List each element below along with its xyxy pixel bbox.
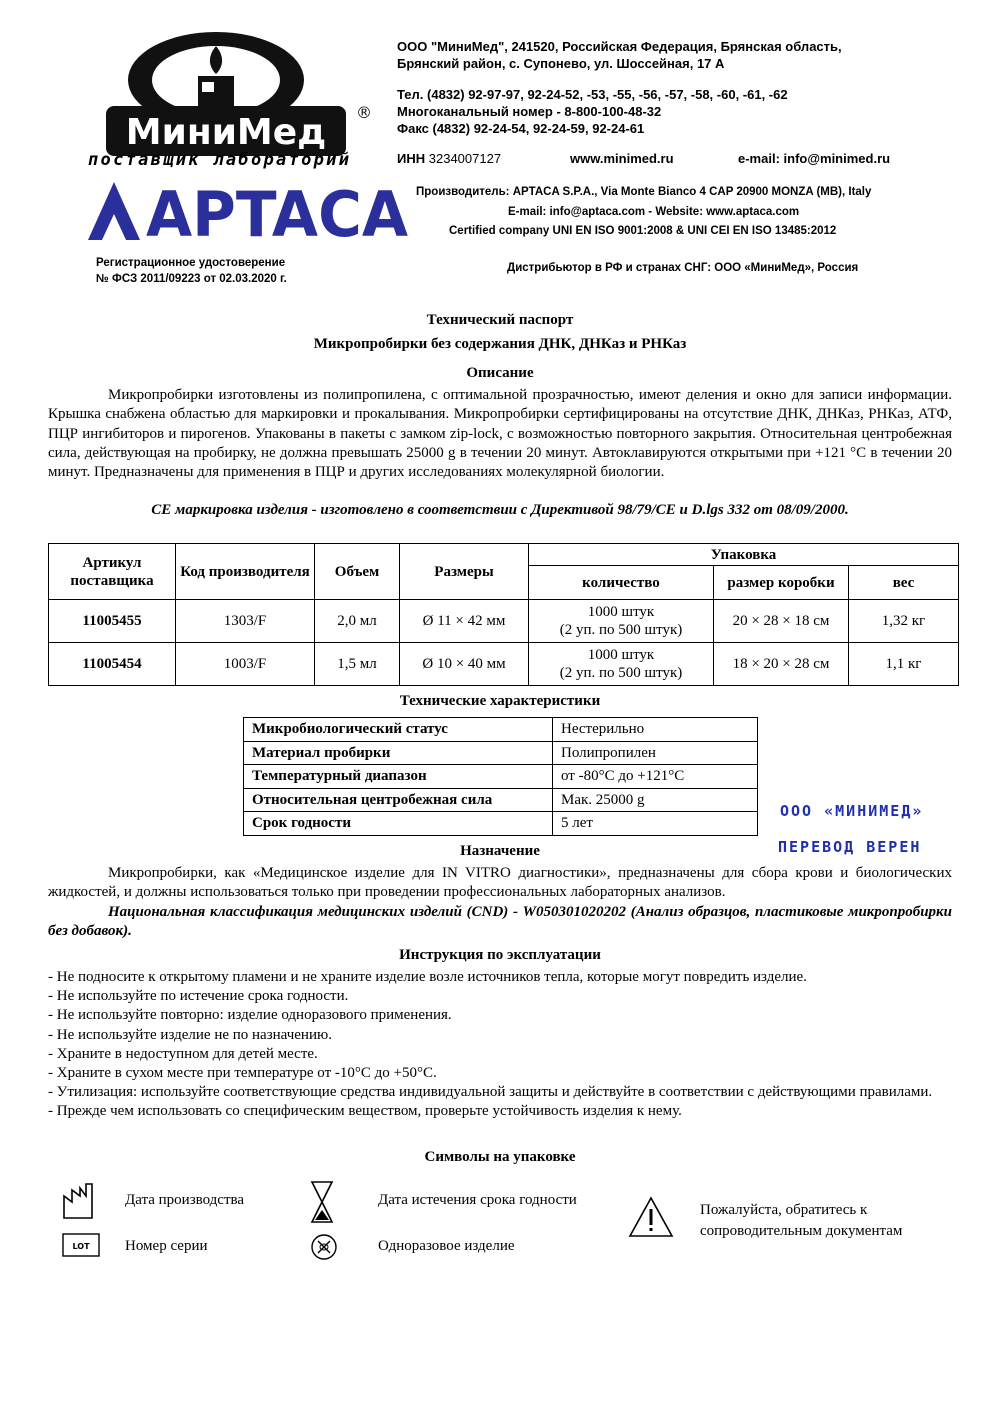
header-box-size: размер коробки bbox=[714, 566, 849, 600]
description-heading: Описание bbox=[466, 365, 534, 381]
tech-value: Полипропилен bbox=[553, 741, 758, 765]
instructions-heading: Инструкция по эксплуатации bbox=[399, 947, 601, 963]
consult-docs-line1: Пожалуйста, обратитесь к bbox=[700, 1202, 868, 1218]
header-quantity: количество bbox=[529, 566, 714, 600]
table-row bbox=[49, 643, 959, 686]
manufacturer-certification: Certified company UNI EN ISO 9001:2008 & UNI CEI EN ISO 13485:2012 bbox=[449, 225, 837, 237]
tech-key: Температурный диапазон bbox=[244, 765, 553, 789]
minimed-tagline: поставщик лабораторий bbox=[88, 150, 352, 170]
company-fax: Факс (4832) 92-24-54, 92-24-59, 92-24-61 bbox=[397, 121, 645, 136]
manufacturer-web: E-mail: info@aptaca.com - Website: www.aptaca.com bbox=[508, 206, 800, 218]
list-item: - Прежде чем использовать со специфическим веществом, проверьте устойчивость изделия к нему. bbox=[48, 1103, 682, 1120]
company-address-line2: Брянский район, с. Супонево, ул. Шоссейная, 17 А bbox=[397, 56, 725, 71]
consult-docs-line2: сопроводительным документам bbox=[700, 1223, 903, 1239]
document-title: Технический паспорт bbox=[426, 312, 574, 328]
cell-article: 11005454 bbox=[49, 643, 176, 686]
tech-value: от -80°С до +121°С bbox=[553, 765, 758, 789]
cell-size: Ø 10 × 40 мм bbox=[400, 643, 529, 686]
company-email: e-mail: info@minimed.ru bbox=[738, 151, 891, 166]
cell-code: 1303/F bbox=[176, 600, 315, 643]
lot-icon bbox=[62, 1233, 100, 1257]
company-hotline: Многоканальный номер - 8-800-100-48-32 bbox=[397, 104, 662, 119]
translation-stamp-certified: ПЕРЕВОД ВЕРЕН bbox=[778, 838, 922, 856]
description-text: Микропробирки изготовлены из полипропилена, с оптимальной прозрачностью, имеют деления и окно для записи информации. Крышка снабжена областью для маркировки и прокалывания. Микропробирки сертифицированы на отсутствие ДНК, ДНКаз, РНКаз, АТФ, ПЦР ингибиторов и пирогенов. Упакованы в пакеты с замком zip-lock, с возможностью повторного закрытия. Относительная центробежная сила, действующая на пробирку, не должна превышать 25000 g в течении 20 минут. Автоклавируются открытыми при +121 °C в течении 20 минут. Предназначены для применения в ПЦР и других исследованиях молекулярной биологии. bbox=[48, 387, 952, 481]
tech-key: Материал пробирки bbox=[244, 741, 553, 765]
registration-line1: Регистрационное удостоверение bbox=[96, 257, 286, 269]
quantity-line2: (2 уп. по 500 штук) bbox=[559, 622, 683, 638]
list-item: - Храните в сухом месте при температуре от -10°С до +50°С. bbox=[48, 1065, 437, 1082]
header-volume: Объем bbox=[315, 544, 400, 600]
table-row bbox=[244, 788, 758, 812]
company-address: ООО "МиниМед", 241520, Российская Федерация, Брянская область, bbox=[397, 39, 842, 54]
cell-box-size: 20 × 28 × 18 см bbox=[714, 600, 849, 643]
table-row bbox=[244, 741, 758, 765]
company-phone: Тел. (4832) 92-97-97, 92-24-52, -53, -55, -56, -57, -58, -60, -61, -62 bbox=[397, 87, 788, 102]
cell-article: 11005455 bbox=[49, 600, 176, 643]
translation-stamp-company: ООО «МИНИМЕД» bbox=[780, 802, 924, 820]
tech-characteristics-table bbox=[243, 717, 758, 836]
cell-volume: 1,5 мл bbox=[315, 643, 400, 686]
symbols-heading: Символы на упаковке bbox=[424, 1149, 576, 1165]
cell-size: Ø 11 × 42 мм bbox=[400, 600, 529, 643]
table-row bbox=[49, 600, 959, 643]
symbol-manufacture-date: Дата производства bbox=[125, 1192, 245, 1208]
header-packaging: Упаковка bbox=[529, 544, 959, 566]
manufacturer-icon bbox=[62, 1182, 100, 1220]
symbol-expiry-date: Дата истечения срока годности bbox=[378, 1192, 577, 1208]
svg-text:®: ® bbox=[356, 103, 372, 122]
company-inn bbox=[397, 151, 501, 166]
specification-table bbox=[48, 543, 959, 686]
document-subtitle: Микропробирки без содержания ДНК, ДНКаз и РНКаз bbox=[313, 336, 687, 352]
cell-code: 1003/F bbox=[176, 643, 315, 686]
symbol-lot-number: Номер серии bbox=[125, 1238, 208, 1254]
symbol-consult-docs bbox=[700, 1200, 902, 1242]
tech-value: 5 лет bbox=[553, 812, 758, 836]
tech-key: Срок годности bbox=[244, 812, 553, 836]
registration-line2: № ФСЗ 2011/09223 от 02.03.2020 г. bbox=[96, 273, 287, 285]
cell-weight: 1,32 кг bbox=[849, 600, 959, 643]
manufacturer-info: Производитель: APTACA S.P.A., Via Monte Bianco 4 CAP 20900 MONZA (MB), Italy bbox=[416, 186, 872, 198]
cell-weight: 1,1 кг bbox=[849, 643, 959, 686]
quantity-line1: 1000 штук bbox=[587, 647, 655, 663]
company-website: www.minimed.ru bbox=[570, 151, 674, 166]
tech-value: Мак. 25000 g bbox=[553, 788, 758, 812]
quantity-line2: (2 уп. по 500 штук) bbox=[559, 665, 683, 681]
header-size: Размеры bbox=[400, 544, 529, 600]
distributor-info: Дистрибьютор в РФ и странах СНГ: ООО «МиниМед», Россия bbox=[507, 262, 859, 274]
table-row bbox=[244, 718, 758, 742]
header-article: Артикул поставщика bbox=[49, 544, 176, 600]
table-row bbox=[244, 765, 758, 789]
cell-box-size: 18 × 20 × 28 см bbox=[714, 643, 849, 686]
instructions-list bbox=[48, 968, 952, 1122]
quantity-line1: 1000 штук bbox=[587, 604, 655, 620]
list-item: - Не подносите к открытому пламени и не храните изделие возле источников тепла, которые могут повредить изделие. bbox=[48, 969, 807, 985]
list-item: - Не используйте изделие не по назначению. bbox=[48, 1026, 332, 1043]
warning-icon bbox=[628, 1196, 674, 1238]
tech-key: Относительная центробежная сила bbox=[244, 788, 553, 812]
svg-text:МиниМед: МиниМед bbox=[125, 112, 327, 153]
table-row bbox=[244, 812, 758, 836]
cnd-classification: Национальная классификация медицинских изделий (CND) - W050301020202 (Анализ образцов, пластиковые микропробирки без добавок). bbox=[48, 904, 952, 940]
aptaca-logo bbox=[84, 178, 414, 244]
list-item: - Утилизация: используйте соответствующие средства индивидуальной защиты и действуйте в соответствии с действующими правилами. bbox=[48, 1084, 933, 1101]
list-item: - Не используйте повторно: изделие одноразового применения. bbox=[48, 1007, 452, 1024]
inn-value: 3234007127 bbox=[428, 151, 502, 166]
list-item: - Храните в недоступном для детей месте. bbox=[48, 1045, 318, 1062]
tech-heading: Технические характеристики bbox=[399, 693, 601, 709]
single-use-icon bbox=[310, 1233, 338, 1261]
ce-marking: CE маркировка изделия - изготовлено в соответствии с Директивой 98/79/CE и D.lgs 332 от 08/09/2000. bbox=[151, 502, 849, 518]
hourglass-icon bbox=[310, 1180, 334, 1224]
header-code: Код производителя bbox=[176, 544, 315, 600]
cell-quantity bbox=[529, 600, 714, 643]
tech-key: Микробиологический статус bbox=[244, 718, 553, 742]
header-weight: вес bbox=[849, 566, 959, 600]
symbol-single-use: Одноразовое изделие bbox=[378, 1238, 515, 1254]
tech-value: Нестерильно bbox=[553, 718, 758, 742]
purpose-heading: Назначение bbox=[460, 843, 540, 859]
svg-text:LOT: LOT bbox=[72, 1242, 90, 1251]
inn-label: ИНН bbox=[397, 151, 426, 166]
list-item: - Не используйте по истечение срока годности. bbox=[48, 988, 349, 1005]
minimed-logo bbox=[88, 28, 373, 170]
purpose-text: Микропробирки, как «Медицинское изделие для IN VITRO диагностики», предназначены для сбора крови и биологических жидкостей, и должны использоваться только при проведении профессиональных лабораторных анализов. bbox=[48, 865, 952, 901]
registration-certificate bbox=[96, 255, 287, 287]
cell-quantity bbox=[529, 643, 714, 686]
svg-text:APTACA: APTACA bbox=[146, 178, 409, 244]
cell-volume: 2,0 мл bbox=[315, 600, 400, 643]
